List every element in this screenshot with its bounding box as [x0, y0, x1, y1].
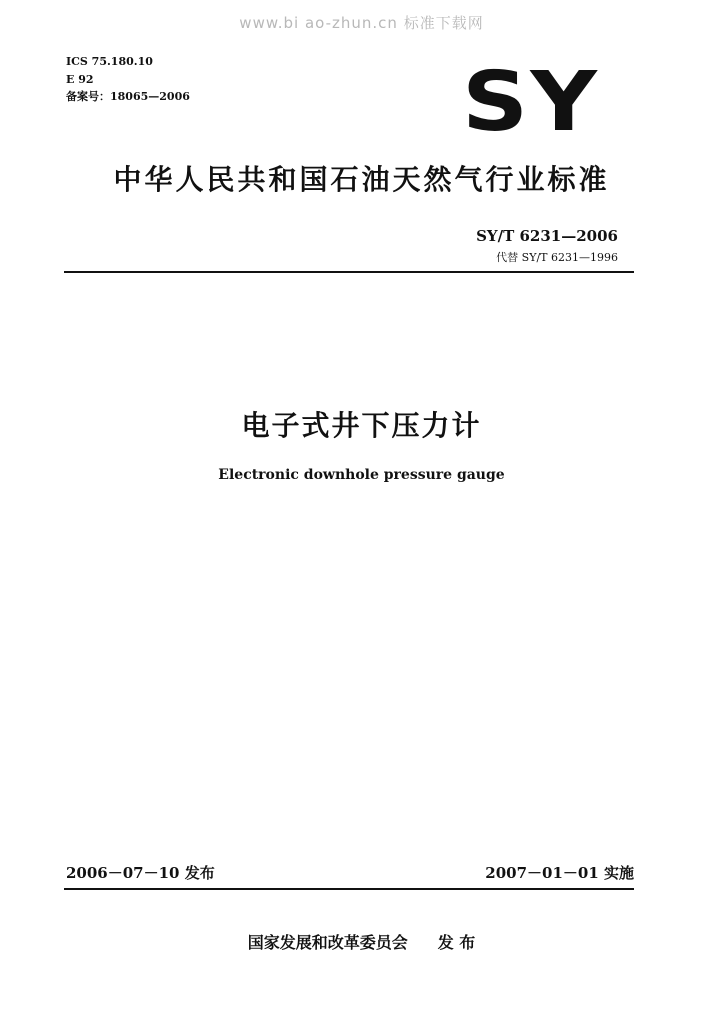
- ics-code: ICS 75.180.10: [66, 55, 153, 68]
- issuer-line: [0, 930, 723, 953]
- watermark: www.bi ao-zhun.cn 标准下载网: [239, 14, 484, 32]
- standard-number: SY/T 6231—2006: [476, 227, 618, 245]
- classification-code: E 92: [66, 73, 94, 86]
- title-chinese: 电子式井下压力计: [241, 409, 482, 442]
- publish-date: 2006－07－10 发布: [66, 864, 215, 882]
- implement-date: 2007－01－01 实施: [485, 864, 634, 882]
- replaces-standard: 代替 SY/T 6231—1996: [496, 251, 618, 264]
- document-heading: 中华人民共和国石油天然气行业标准: [113, 163, 610, 196]
- sy-logo: SY: [462, 55, 600, 150]
- title-english: Electronic downhole pressure gauge: [218, 467, 505, 483]
- bottom-divider: [64, 888, 634, 890]
- issuer-action: 发 布: [437, 933, 476, 952]
- record-number: 备案号：18065—2006: [66, 90, 190, 103]
- issuer-name: 国家发展和改革委员会: [247, 933, 408, 952]
- top-divider: [64, 271, 634, 273]
